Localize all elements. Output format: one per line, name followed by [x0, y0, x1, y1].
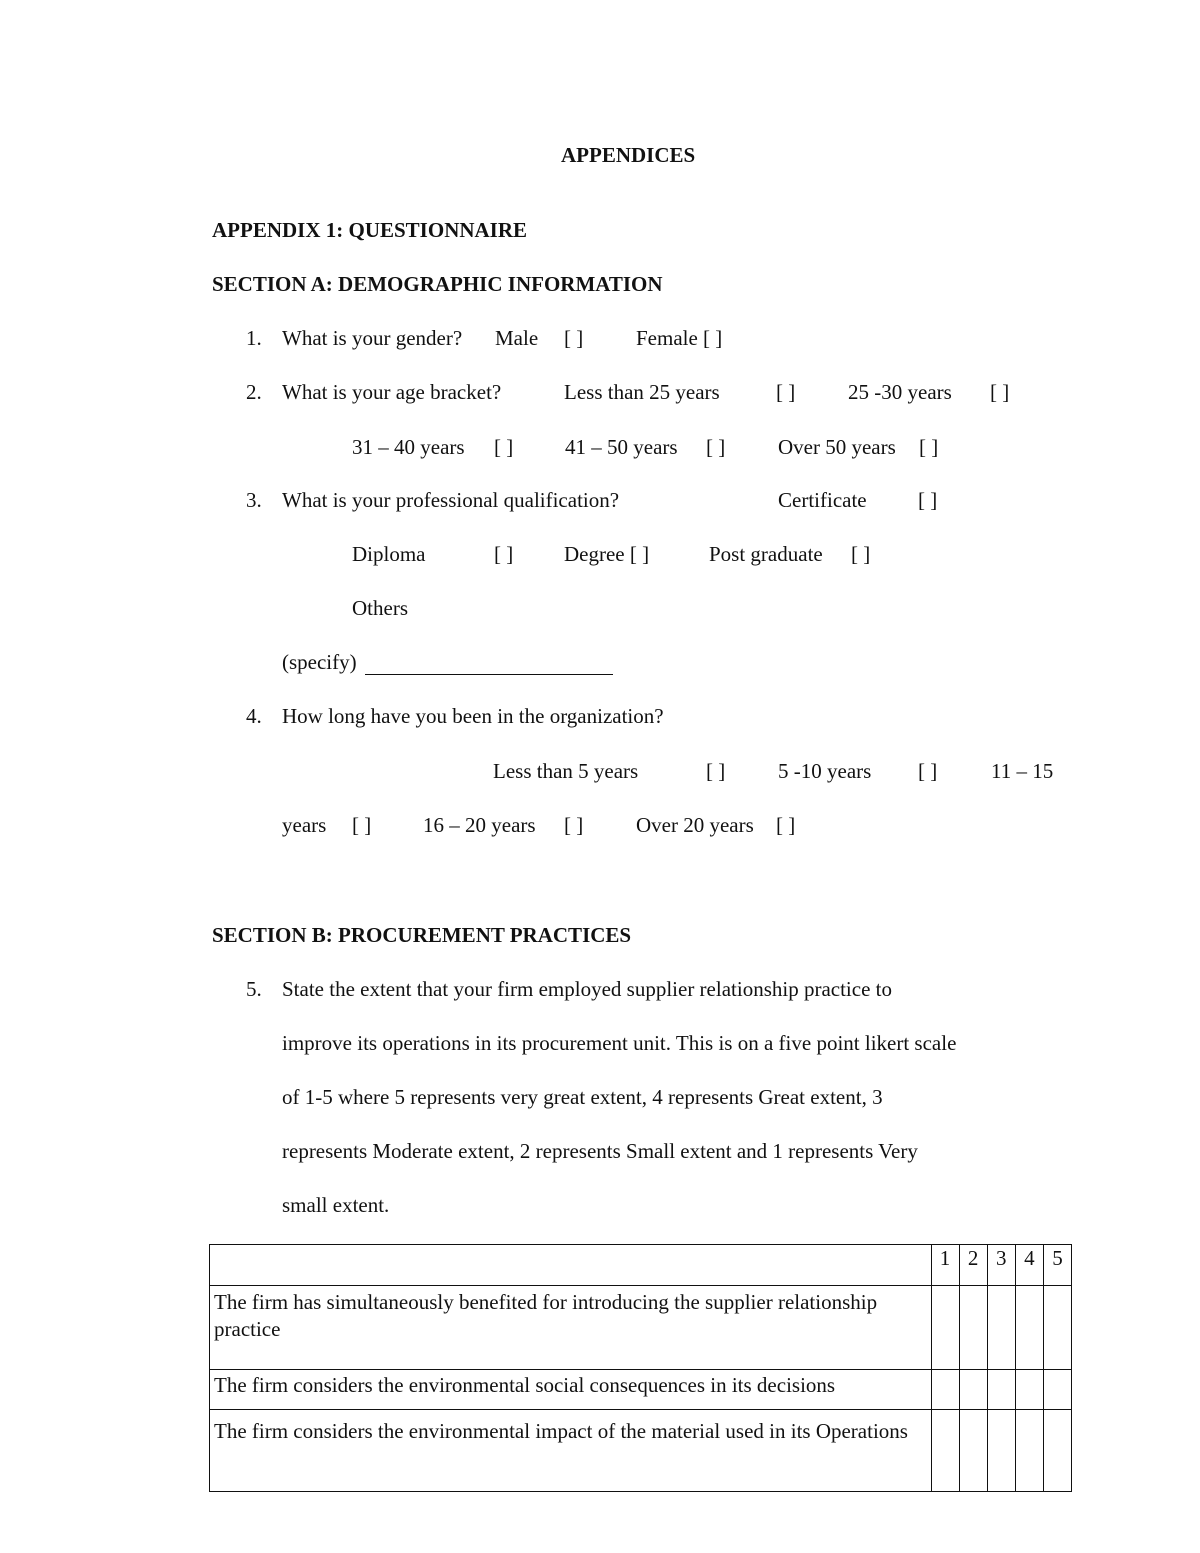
q4-question: How long have you been in the organization?	[282, 704, 664, 728]
q3-question: What is your professional qualification?	[282, 488, 620, 512]
page-title: APPENDICES	[561, 143, 696, 167]
q5-text-line: State the extent that your firm employed supplier relationship practice to	[282, 977, 892, 1001]
q3-option-certificate: Certificate	[778, 488, 867, 512]
q3-checkbox-diploma[interactable]: [ ]	[494, 542, 514, 566]
header-blank-cell	[210, 1245, 932, 1286]
rating-cell[interactable]	[1015, 1286, 1043, 1370]
q2-question: What is your age bracket?	[282, 380, 502, 404]
q3-number: 3.	[246, 488, 262, 512]
rating-cell[interactable]	[987, 1370, 1015, 1410]
q2-checkbox-31-40[interactable]: [ ]	[494, 435, 514, 459]
rating-cell[interactable]	[931, 1370, 959, 1410]
q1-male-label: Male	[495, 326, 539, 350]
statement-cell: The firm considers the environmental impact of the material used in its Operations	[210, 1410, 932, 1492]
q3-checkbox-post-graduate[interactable]: [ ]	[851, 542, 871, 566]
q4-checkbox-5-10[interactable]: [ ]	[918, 759, 938, 783]
q5-text-line: represents Moderate extent, 2 represents Small extent and 1 represents Very	[282, 1139, 918, 1163]
likert-table	[209, 1244, 1072, 1492]
q4-checkbox-16-20[interactable]: [ ]	[564, 813, 584, 837]
scale-header-4: 4	[1015, 1245, 1043, 1286]
q1-male-checkbox[interactable]: [ ]	[564, 326, 584, 350]
rating-cell[interactable]	[931, 1286, 959, 1370]
q2-option-over-50: Over 50 years	[778, 435, 896, 459]
q1-question: What is your gender?	[282, 326, 463, 350]
statement-cell: The firm has simultaneously benefited for introducing the supplier relationship practice	[210, 1286, 932, 1370]
section-b-heading: SECTION B: PROCUREMENT PRACTICES	[212, 923, 632, 947]
rating-cell[interactable]	[931, 1410, 959, 1492]
q5-text-line: improve its operations in its procurement unit. This is on a five point likert scale	[282, 1031, 957, 1055]
rating-cell[interactable]	[987, 1286, 1015, 1370]
q2-number: 2.	[246, 380, 262, 404]
q4-option-over-20: Over 20 years	[636, 813, 754, 837]
q4-number: 4.	[246, 704, 262, 728]
q3-specify-field[interactable]	[365, 674, 613, 675]
q2-option-31-40: 31 – 40 years	[352, 435, 465, 459]
table-header-row	[210, 1245, 1072, 1286]
table-row	[210, 1286, 1072, 1370]
q4-checkbox-over-20[interactable]: [ ]	[776, 813, 796, 837]
q4-option-5-10: 5 -10 years	[778, 759, 872, 783]
rating-cell[interactable]	[1043, 1370, 1071, 1410]
q5-number: 5.	[246, 977, 262, 1001]
statement-cell: The firm considers the environmental social consequences in its decisions	[210, 1370, 932, 1410]
q2-option-41-50: 41 – 50 years	[565, 435, 678, 459]
q2-checkbox-25-30[interactable]: [ ]	[990, 380, 1010, 404]
q5-text-line: of 1-5 where 5 represents very great extent, 4 represents Great extent, 3	[282, 1085, 883, 1109]
scale-header-2: 2	[959, 1245, 987, 1286]
q3-specify-label: (specify)	[282, 650, 357, 674]
rating-cell[interactable]	[1015, 1370, 1043, 1410]
scale-header-5: 5	[1043, 1245, 1071, 1286]
scale-header-3: 3	[987, 1245, 1015, 1286]
q4-option-11-15-cont: years	[282, 813, 327, 837]
table-row	[210, 1410, 1072, 1492]
rating-cell[interactable]	[959, 1410, 987, 1492]
q1-number: 1.	[246, 326, 262, 350]
rating-cell[interactable]	[1043, 1410, 1071, 1492]
rating-cell[interactable]	[1015, 1410, 1043, 1492]
q4-checkbox-11-15[interactable]: [ ]	[352, 813, 372, 837]
rating-cell[interactable]	[1043, 1286, 1071, 1370]
scale-header-1: 1	[931, 1245, 959, 1286]
q5-text-line: small extent.	[282, 1193, 390, 1217]
q3-option-degree[interactable]: Degree [ ]	[564, 542, 650, 566]
q2-checkbox-over-50[interactable]: [ ]	[919, 435, 939, 459]
q4-option-16-20: 16 – 20 years	[423, 813, 536, 837]
q1-female-option[interactable]: Female [ ]	[636, 326, 723, 350]
section-a-heading: SECTION A: DEMOGRAPHIC INFORMATION	[212, 272, 663, 296]
q2-checkbox-under-25[interactable]: [ ]	[776, 380, 796, 404]
q2-checkbox-41-50[interactable]: [ ]	[706, 435, 726, 459]
q3-option-post-graduate: Post graduate	[709, 542, 823, 566]
q3-option-others: Others	[352, 596, 408, 620]
rating-cell[interactable]	[959, 1286, 987, 1370]
q2-option-25-30: 25 -30 years	[848, 380, 952, 404]
table-row	[210, 1370, 1072, 1410]
q4-checkbox-under-5[interactable]: [ ]	[706, 759, 726, 783]
q4-option-under-5: Less than 5 years	[493, 759, 639, 783]
rating-cell[interactable]	[959, 1370, 987, 1410]
q3-checkbox-certificate[interactable]: [ ]	[918, 488, 938, 512]
q2-option-under-25: Less than 25 years	[564, 380, 720, 404]
q3-option-diploma: Diploma	[352, 542, 426, 566]
rating-cell[interactable]	[987, 1410, 1015, 1492]
appendix-heading: APPENDIX 1: QUESTIONNAIRE	[212, 218, 528, 242]
q4-option-11-15: 11 – 15	[991, 759, 1054, 783]
